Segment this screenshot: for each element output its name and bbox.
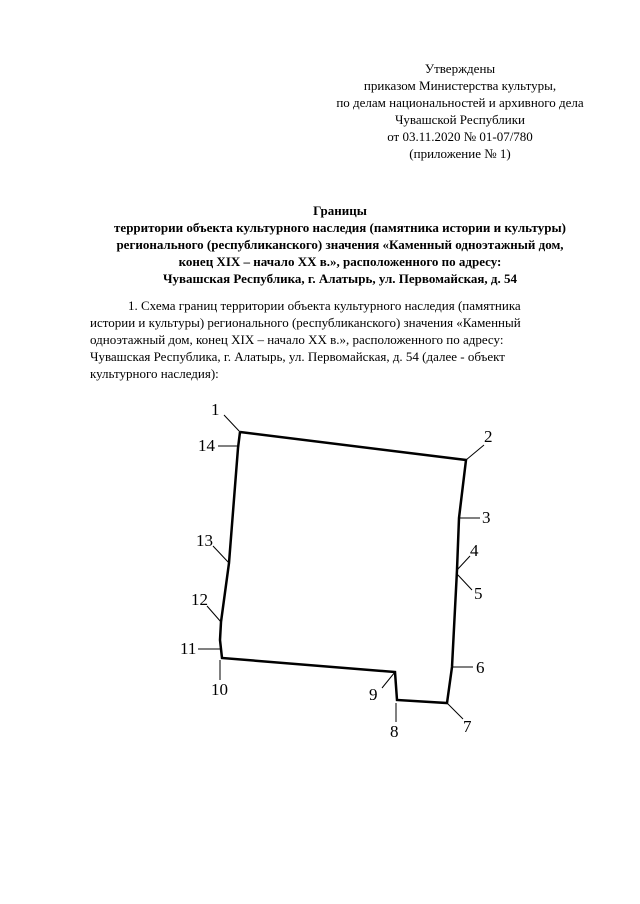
point-label-9: 9: [369, 685, 378, 704]
heading-line: Границы: [313, 203, 367, 218]
point-label-12: 12: [191, 590, 208, 609]
leader-12: [207, 606, 221, 622]
point-label-14: 14: [198, 436, 215, 455]
approval-line: Чувашской Республики: [394, 112, 526, 127]
approval-line: от 03.11.2020 № 01-07/780: [387, 129, 533, 144]
heading-line: территории объекта культурного наследия (памятника истории и культуры): [114, 220, 566, 235]
leader-4: [457, 556, 470, 570]
heading-line: конец XIX – начало XX в.», расположенного по адресу:: [178, 254, 502, 269]
point-label-7: 7: [463, 717, 472, 736]
point-label-8: 8: [390, 722, 399, 741]
approval-line: (приложение № 1): [409, 146, 511, 161]
boundary-line: [220, 432, 466, 703]
leader-9: [382, 672, 395, 688]
paragraph-line: культурного наследия):: [90, 366, 219, 381]
leader-2: [466, 445, 484, 460]
point-label-2: 2: [484, 427, 493, 446]
leader-lines: [198, 415, 484, 722]
point-label-6: 6: [476, 658, 485, 677]
paragraph-line: истории и культуры) регионального (республиканского) значения «Каменный: [90, 315, 521, 330]
point-label-13: 13: [196, 531, 213, 550]
point-label-3: 3: [482, 508, 491, 527]
leader-1: [224, 415, 240, 432]
approval-line: Утверждены: [424, 61, 496, 76]
point-label-1: 1: [211, 400, 220, 419]
point-label-5: 5: [474, 584, 483, 603]
point-label-11: 11: [180, 639, 197, 658]
approval-line: по делам национальностей и архивного дела: [336, 95, 584, 110]
approval-line: приказом Министерства культуры,: [363, 78, 557, 93]
point-label-4: 4: [470, 541, 479, 560]
paragraph-line: одноэтажный дом, конец XIX – начало XX в.», расположенного по адресу:: [90, 332, 504, 347]
heading-line: регионального (республиканского) значения «Каменный одноэтажный дом,: [116, 237, 564, 252]
paragraph-line: 1. Схема границ территории объекта культурного наследия (памятника: [128, 298, 521, 313]
point-label-10: 10: [211, 680, 228, 699]
heading-line: Чувашская Республика, г. Алатырь, ул. Первомайская, д. 54: [162, 271, 518, 286]
paragraph-line: Чувашская Республика, г. Алатырь, ул. Первомайская, д. 54 (далее - объект: [90, 349, 505, 364]
leader-13: [213, 546, 229, 563]
leader-7: [447, 703, 463, 719]
leader-5: [457, 574, 472, 590]
